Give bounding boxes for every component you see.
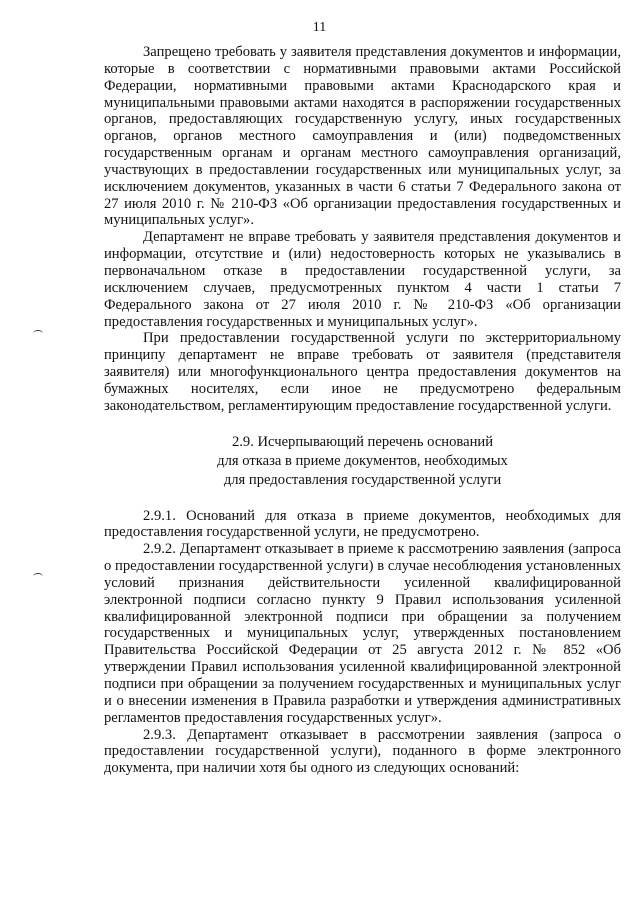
document-body (104, 44, 621, 777)
section-heading-line: для предоставления государственной услуги (223, 471, 502, 488)
paragraph-department-restriction: Департамент не вправе требовать у заявителя представления документов и информации, отсутствие и (или) недостоверность которых не указывались в первоначальном отказе в предоставлении государственной услуги, за исключением случаев, предусмотренных пунктом 4 части 1 статьи 7 Федерального закона от 27 июля 2010 г. № 210-ФЗ «Об организации предоставления государственных и муниципальных услуг». (104, 229, 621, 330)
section-heading-line: 2.9. Исчерпывающий перечень оснований (231, 433, 494, 450)
paragraph-prohibition: Запрещено требовать у заявителя представления документов и информации, которые в соответствии с нормативными правовыми актами Российской Федерации, нормативными правовыми актами Краснодарского края и муниципальными правовыми актами находятся в распоряжении государственных органов, предоставляющих государственную услугу, иных государственных органов, органов местного самоуправления и (или) подведомственных государственным органам и органам местного самоуправления организаций, участвующих в предоставлении государственных или муниципальных услуг, за исключением документов, указанных в части 6 статьи 7 Федерального закона от 27 июля 2010 г. № 210-ФЗ «Об организации предоставления государственных и муниципальных услуг». (104, 44, 621, 229)
paragraph-extraterritorial: При предоставлении государственной услуги по экстерриториальному принципу департамент не вправе требовать от заявителя (представителя заявителя) или многофункционального центра предоставления документов на бумажных носителях, если иное не предусмотрено федеральным законодательством, регламентирующим предоставление государственной услуги. (104, 330, 621, 414)
page-number: 11 (312, 20, 327, 35)
paragraph-2-9-3: 2.9.3. Департамент отказывает в рассмотрении заявления (запроса о предоставлении государственной услуги), поданного в форме электронного документа, при наличии хотя бы одного из следующих оснований: (104, 726, 621, 777)
margin-mark (33, 330, 43, 337)
section-heading-line: для отказа в приеме документов, необходимых (217, 452, 508, 469)
paragraph-2-9-1: 2.9.1. Оснований для отказа в приеме документов, необходимых для предоставления государственной услуги, не предусмотрено. (104, 507, 621, 541)
margin-mark (33, 573, 43, 580)
paragraph-2-9-2: 2.9.2. Департамент отказывает в приеме к рассмотрению заявления (запроса о предоставлении государственной услуги) в случае несоблюдения установленных условий признания действительности усиленной квалифицированной электронной подписи согласно пункту 9 Правил использования усиленной квалифицированной электронной подписи при обращении за получением государственных и муниципальных услуг, утвержденных постановлением Правительства Российской Федерации от 25 августа 2012 г. № 852 «Об утверждении Правил использования усиленной квалифицированной электронной подписи при обращении за получением государственных и муниципальных услуг и о внесении изменения в Правила разработки и утверждения административных регламентов предоставления государственных услуг». (104, 541, 621, 726)
section-heading (104, 433, 621, 490)
